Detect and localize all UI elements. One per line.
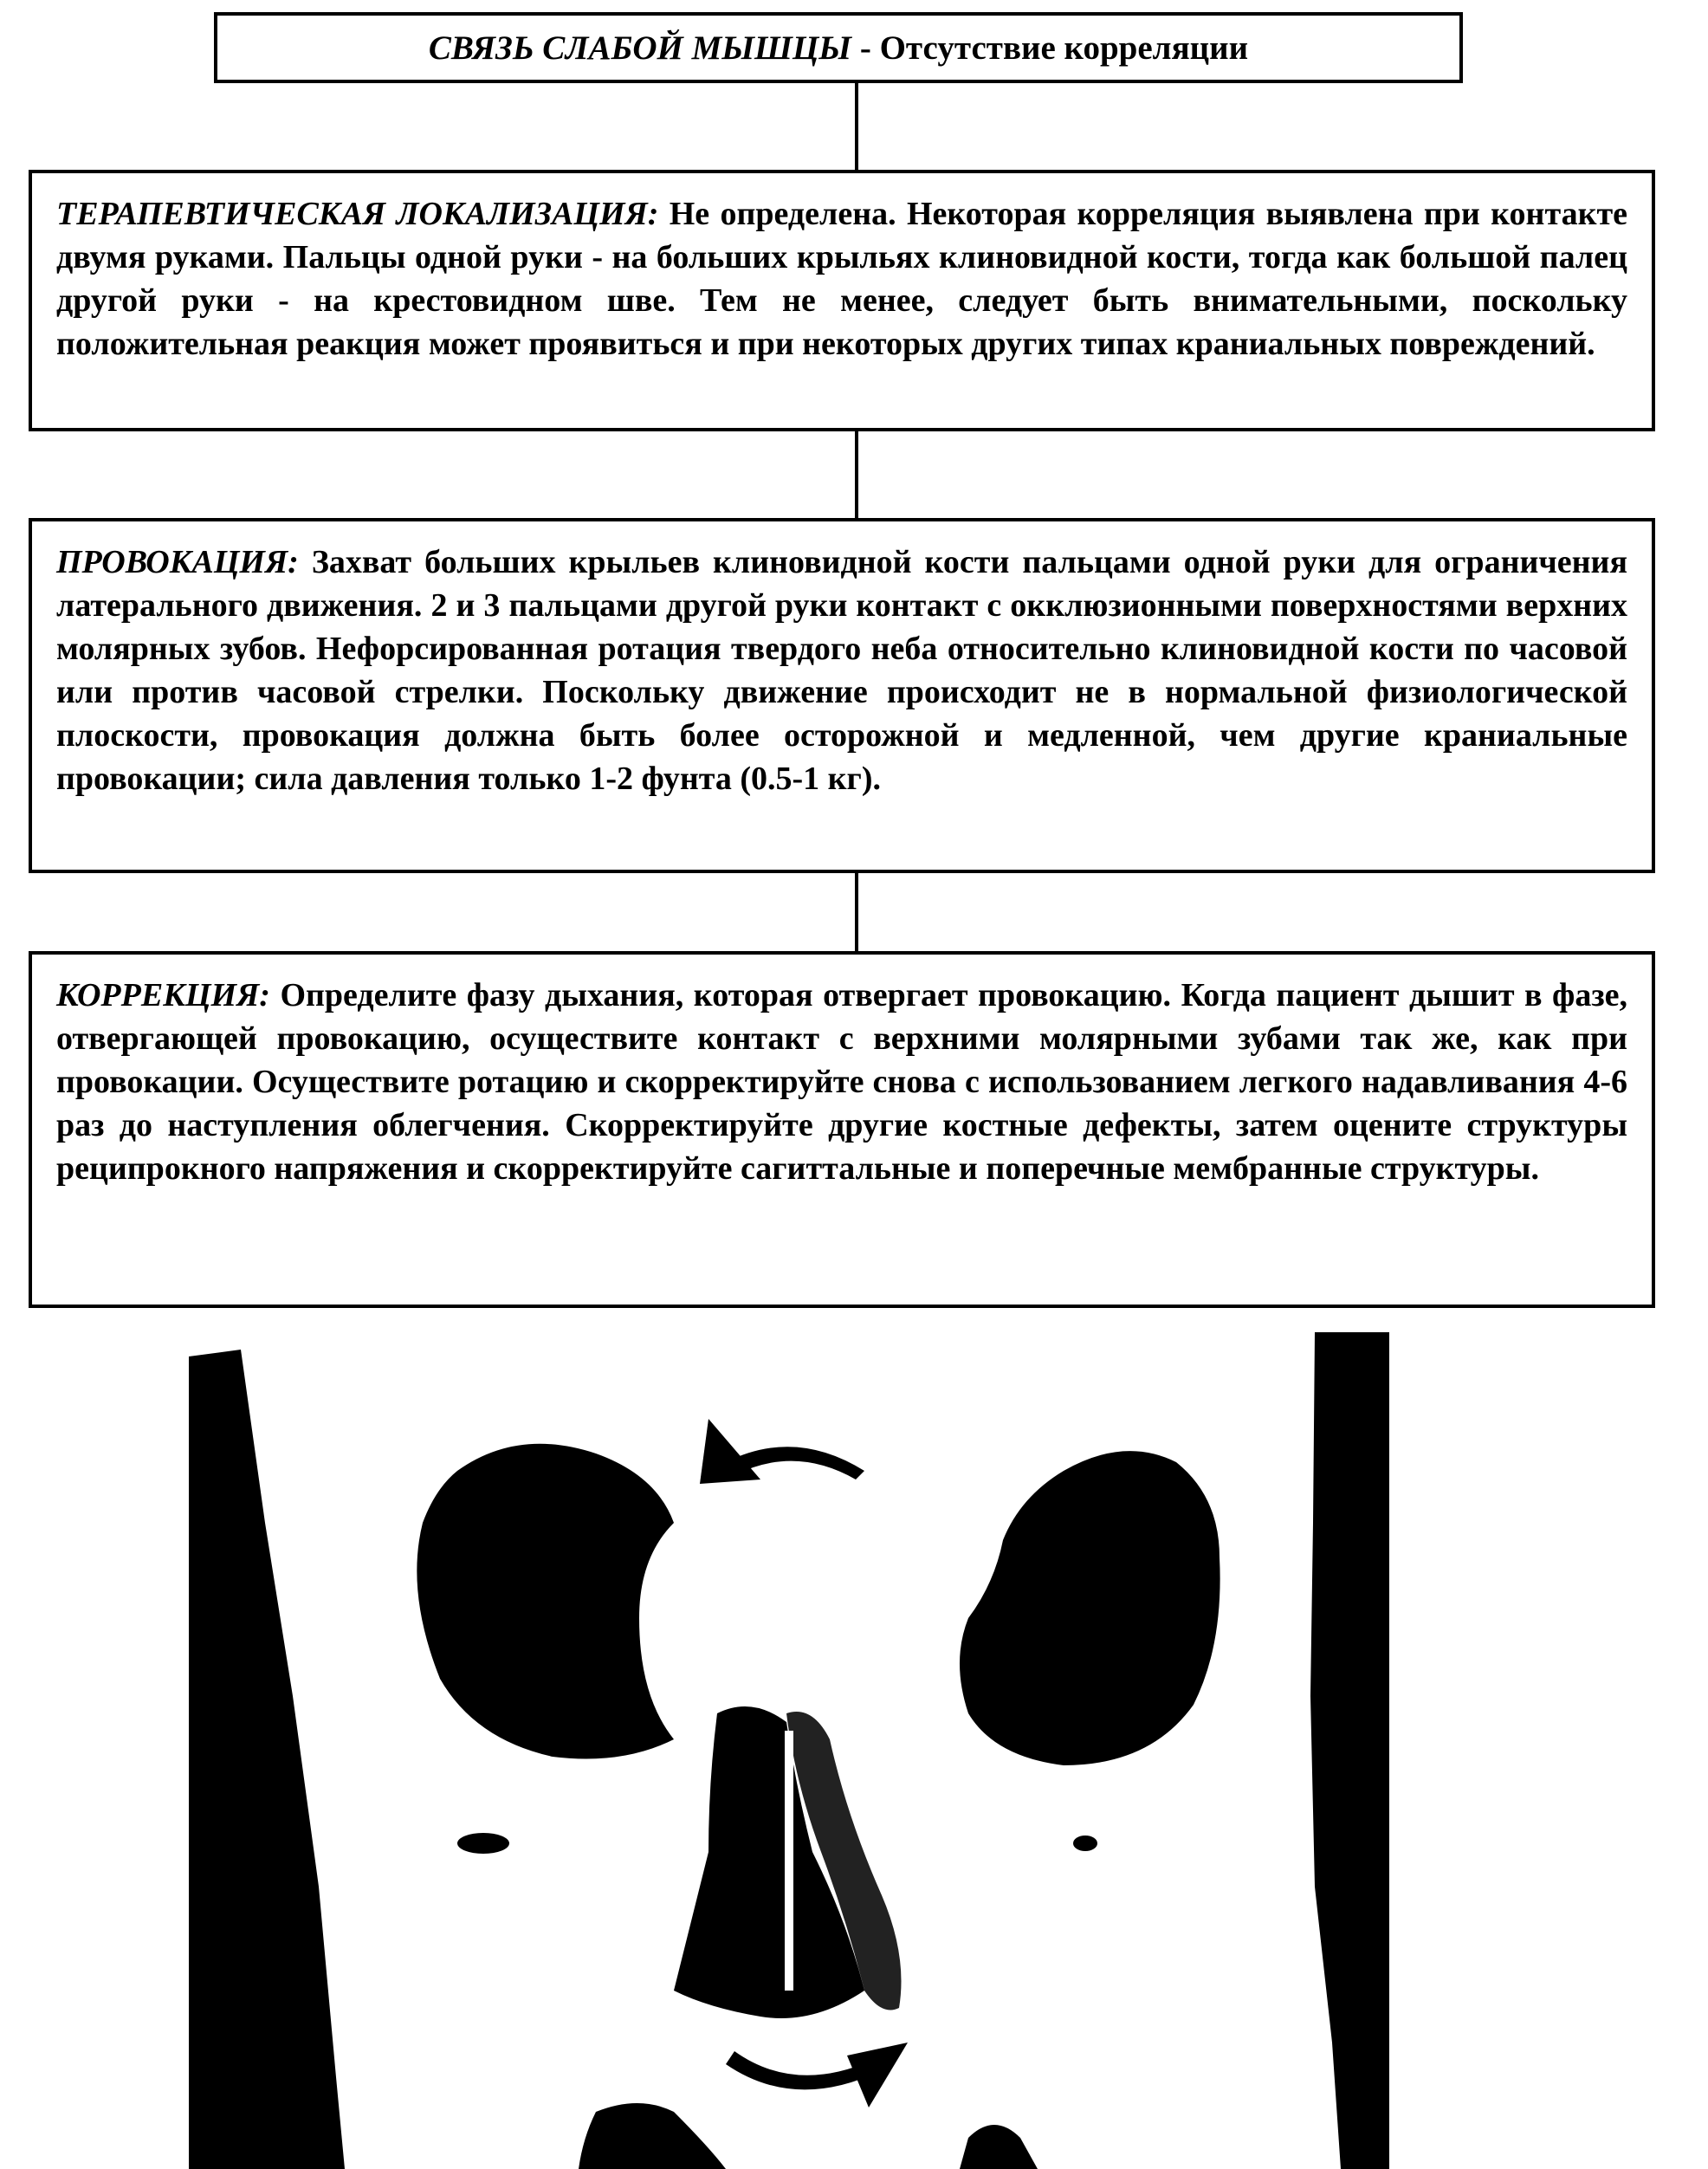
section-label: КОРРЕКЦИЯ: (56, 977, 270, 1013)
section-correction (29, 951, 1655, 1308)
section-provocation (29, 518, 1655, 873)
page-title (214, 12, 1463, 83)
connector-line (855, 431, 858, 518)
skull-figure (189, 1332, 1389, 2169)
section-label: ТЕРАПЕВТИЧЕСКАЯ ЛОКАЛИЗАЦИЯ: (56, 196, 659, 232)
section-localization (29, 170, 1655, 431)
connector-line (855, 83, 858, 170)
skull-rotation-illustration (189, 1332, 1389, 2169)
section-text: Не определена. Некоторая корреляция выявлена при контакте двумя руками. Пальцы одной руки - на больших крыльях клиновидной кости, тогда как большой палец другой руки - на крестовидном шве. Тем не менее, следует быть внимательными, поскольку положительная реакция может проявиться и при некоторых других типах краниальных повреждений. (56, 196, 1628, 362)
connector-line (855, 873, 858, 951)
title-rest: - Отсутствие корреляции (851, 29, 1249, 67)
section-text: Определите фазу дыхания, которая отвергает провокацию. Когда пациент дышит в фазе, отвергающей провокацию, осуществите контакт с верхними молярными зубами так же, как при провокации. Осуществите ротацию и скорректируйте снова с использованием легкого надавливания 4-6 раз до наступления облегчения. Скорректируйте другие костные дефекты, затем оцените структуры реципрокного напряжения и скорректируйте сагиттальные и поперечные мембранные структуры. (56, 977, 1627, 1187)
section-text: Захват больших крыльев клиновидной кости пальцами одной руки для ограничения латерального движения. 2 и 3 пальцами другой руки контакт с окклюзионными поверхностями верхних молярных зубов. Нефорсированная ротация твердого неба относительно клиновидной кости по часовой или против часовой стрелки. Поскольку движение происходит не в нормальной физиологической плоскости, провокация должна быть более осторожной и медленной, чем другие краниальные провокации; сила давления только 1-2 фунта (0.5-1 кг). (56, 544, 1627, 797)
section-label: ПРОВОКАЦИЯ: (56, 544, 299, 580)
title-italic: СВЯЗЬ СЛАБОЙ МЫШЦЫ (428, 29, 852, 67)
